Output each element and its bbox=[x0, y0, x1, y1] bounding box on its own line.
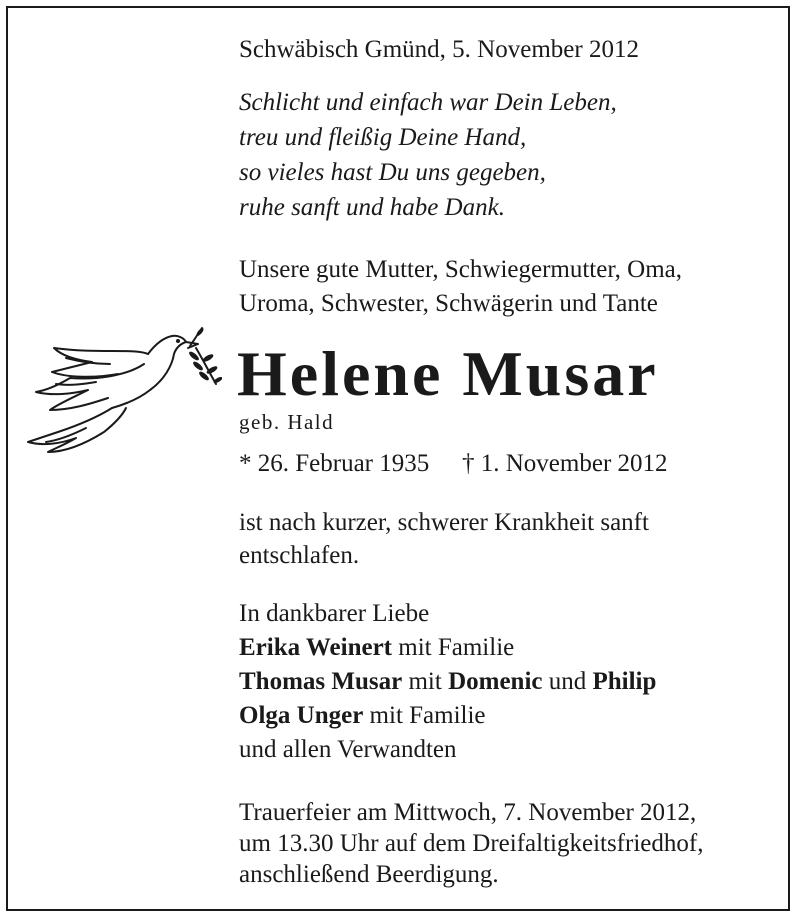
service-line-3: anschließend Beerdigung. bbox=[239, 861, 499, 888]
poem-line-3: so vieles hast Du uns gegeben, bbox=[239, 159, 546, 186]
mourner-name: Erika Weinert bbox=[239, 634, 393, 661]
statement-line-2: entschlafen. bbox=[239, 542, 360, 569]
mourner-name: Domenic bbox=[448, 668, 543, 695]
deceased-name: Helene Musar bbox=[237, 338, 659, 409]
mourner-thomas bbox=[239, 666, 656, 698]
mourner-olga bbox=[239, 700, 486, 732]
death-date: † 1. November 2012 bbox=[462, 450, 668, 477]
mourner-name: Olga Unger bbox=[239, 702, 364, 729]
poem-line-4: ruhe sanft und habe Dank. bbox=[239, 194, 505, 221]
mourner-relatives: und allen Verwandten bbox=[239, 736, 457, 763]
mourner-joiner: mit bbox=[402, 668, 449, 695]
intro-line-1: Unsere gute Mutter, Schwiegermutter, Oma, bbox=[239, 256, 683, 283]
service-line-2: um 13.30 Uhr auf dem Dreifaltigkeitsfriedhof, bbox=[239, 830, 704, 857]
mourner-name: Thomas Musar bbox=[239, 668, 403, 695]
birth-date: * 26. Februar 1935 bbox=[239, 450, 430, 477]
service-line-1: Trauerfeier am Mittwoch, 7. November 2012, bbox=[239, 799, 697, 826]
mourner-suffix: mit Familie bbox=[392, 634, 515, 661]
mourner-erika bbox=[239, 632, 514, 664]
intro-line-2: Uroma, Schwester, Schwägerin und Tante bbox=[239, 290, 658, 317]
dove-with-olive-branch-icon bbox=[26, 318, 222, 454]
birth-name: geb. Hald bbox=[239, 410, 335, 434]
mourner-suffix: mit Familie bbox=[363, 702, 486, 729]
mourner-name: Philip bbox=[592, 668, 657, 695]
mourners-intro: In dankbarer Liebe bbox=[239, 600, 430, 627]
poem-line-2: treu und fleißig Deine Hand, bbox=[239, 124, 527, 151]
mourner-joiner: und bbox=[542, 668, 593, 695]
statement-line-1: ist nach kurzer, schwerer Krankheit sanft bbox=[239, 509, 649, 536]
place-and-date: Schwäbisch Gmünd, 5. November 2012 bbox=[239, 36, 639, 63]
poem-line-1: Schlicht und einfach war Dein Leben, bbox=[239, 89, 617, 116]
